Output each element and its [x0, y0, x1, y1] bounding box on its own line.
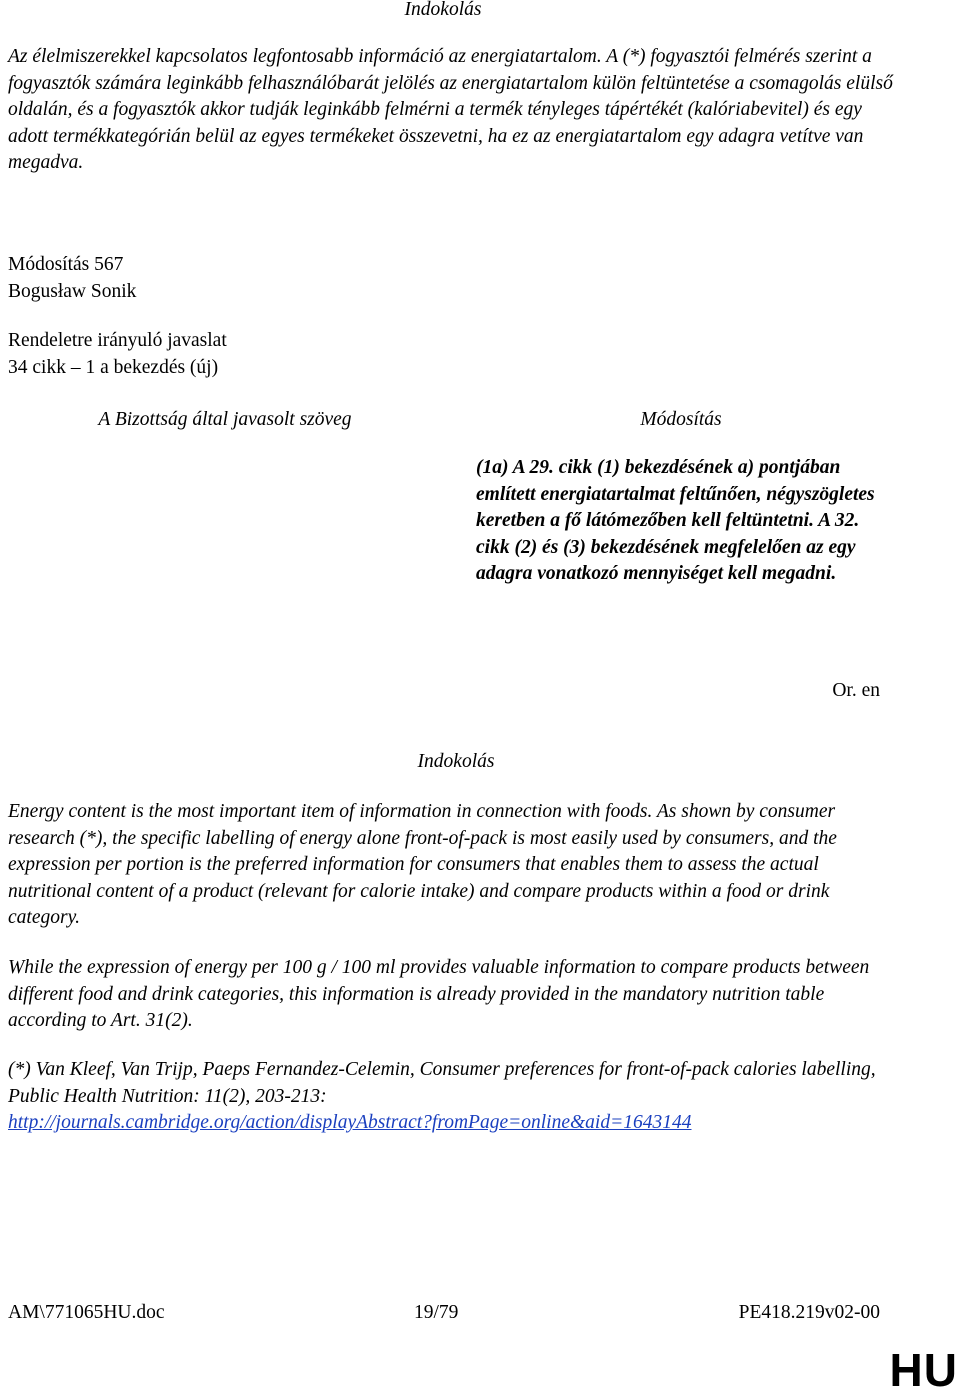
footer-doc-id: AM\771065HU.doc — [8, 1302, 165, 1323]
proposal-title: Rendeletre irányuló javaslat — [8, 330, 227, 351]
reference-link[interactable]: http://journals.cambridge.org/action/displayAbstract?fromPage=online&aid=1643144 — [8, 1112, 692, 1133]
justification-heading: Indokolás — [417, 751, 495, 772]
column-header-commission-text: A Bizottság által javasolt szöveg — [98, 409, 352, 430]
footer-pe-reference: PE418.219v02-00 — [738, 1302, 880, 1323]
justification-paragraph-en-2: While the expression of energy per 100 g / 100 ml provides valuable information to compare products between different food and drink categories, this information is already provided in the mandatory nutrition table according to Art. 31(2). — [8, 957, 870, 1031]
justification-paragraph-en-1: Energy content is the most important item of information in connection with foods. As shown by consumer research (*), the specific labelling of energy alone front-of-pack is most easily used by consumers, and the expression per portion is the preferred information for consumers that enables them to assess the actual nutritional content of a product (relevant for calorie intake) and compare products within a food or drink category. — [8, 801, 837, 928]
language-code-badge: HU — [889, 1344, 958, 1396]
amendment-text: (1a) A 29. cikk (1) bekezdésének a) pontjában említett energiatartalmat feltűnően, négyszögletes keretben a fő látómezőben kell feltüntetni. A 32. cikk (2) és (3) bekezdésének megfelelően az egy adagra vonatkozó mennyiséget kell megadni. — [476, 457, 875, 584]
column-header-amendment: Módosítás — [640, 409, 722, 430]
reference-text: (*) Van Kleef, Van Trijp, Paeps Fernandez-Celemin, Consumer preferences for front-of-pack calories labelling, Public Health Nutrition: 11(2), 203-213: — [8, 1059, 876, 1107]
amendment-number: Módosítás 567 — [8, 254, 124, 275]
reference-citation — [8, 1057, 898, 1137]
justification-heading-top: Indokolás — [404, 0, 482, 20]
footer-page-number: 19/79 — [414, 1302, 459, 1323]
justification-paragraph-hu: Az élelmiszerekkel kapcsolatos legfontosabb információ az energiatartalom. A (*) fogyasztói felmérés szerint a fogyasztók számára leginkább felhasználóbarát jelölés az energiatartalom külön feltüntetése a csomagolás elülső oldalán, és a fogyasztók akkor tudják leginkább felmérni a termék tényleges tápértékét (kalóriabevitel) és egy adott termékkategórián belül az egyes termékeket összevetni, ha ez az energiatartalom egy adagra vetítve van megadva. — [8, 46, 893, 173]
amendment-author: Bogusław Sonik — [8, 281, 137, 302]
original-language: Or. en — [832, 680, 880, 701]
article-reference: 34 cikk – 1 a bekezdés (új) — [8, 357, 219, 378]
